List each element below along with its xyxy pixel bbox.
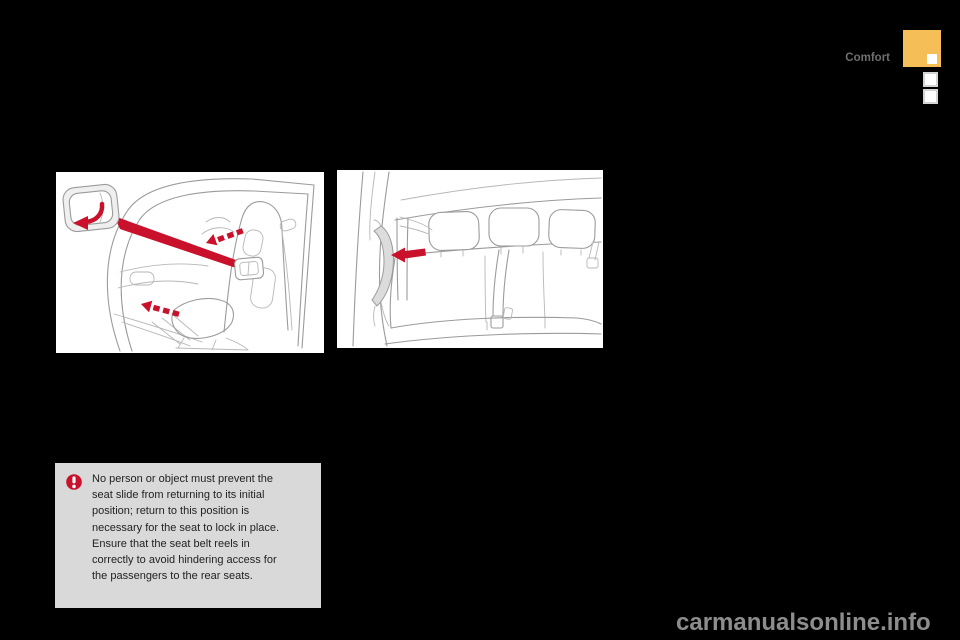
warning-line: correctly to avoid hindering access for xyxy=(92,554,277,567)
warning-line: the passengers to the rear seats. xyxy=(92,570,253,583)
rear-seat-illustration-svg xyxy=(337,170,603,348)
rear-seat-access-illustration xyxy=(337,170,603,348)
door-aperture xyxy=(107,179,314,351)
seat-slide-arrow xyxy=(141,301,180,317)
warning-box xyxy=(55,463,321,608)
seat-tilt-handle xyxy=(234,257,264,280)
headrests xyxy=(428,208,595,257)
section-tab-square-2 xyxy=(923,72,938,87)
seatback-fold-arrow xyxy=(206,228,244,245)
warning-exclamation-icon xyxy=(66,474,82,490)
warning-line: seat slide from returning to its initial xyxy=(92,489,265,502)
handle-magnifier-inset xyxy=(62,183,120,232)
section-label: Comfort xyxy=(845,52,890,64)
watermark: carmanualsonline.info xyxy=(676,609,931,636)
warning-text xyxy=(92,471,279,584)
section-tab-active-square xyxy=(903,30,941,67)
section-tab-square-3 xyxy=(923,89,938,104)
warning-line: position; return to this position is xyxy=(92,505,250,518)
magnifier-pointer-beam xyxy=(114,216,239,269)
front-seat-illustration-svg xyxy=(56,172,324,353)
warning-line: Ensure that the seat belt reels in xyxy=(92,537,250,550)
front-seat xyxy=(172,202,297,350)
dashboard-and-floor xyxy=(114,264,208,346)
section-tab-inner-square xyxy=(927,54,937,64)
strap-pull-arrow xyxy=(391,248,426,263)
warning-line: No person or object must prevent the xyxy=(92,473,273,485)
warning-line: necessary for the seat to lock in place. xyxy=(92,521,280,534)
front-seat-tilt-slide-illustration xyxy=(56,172,324,353)
